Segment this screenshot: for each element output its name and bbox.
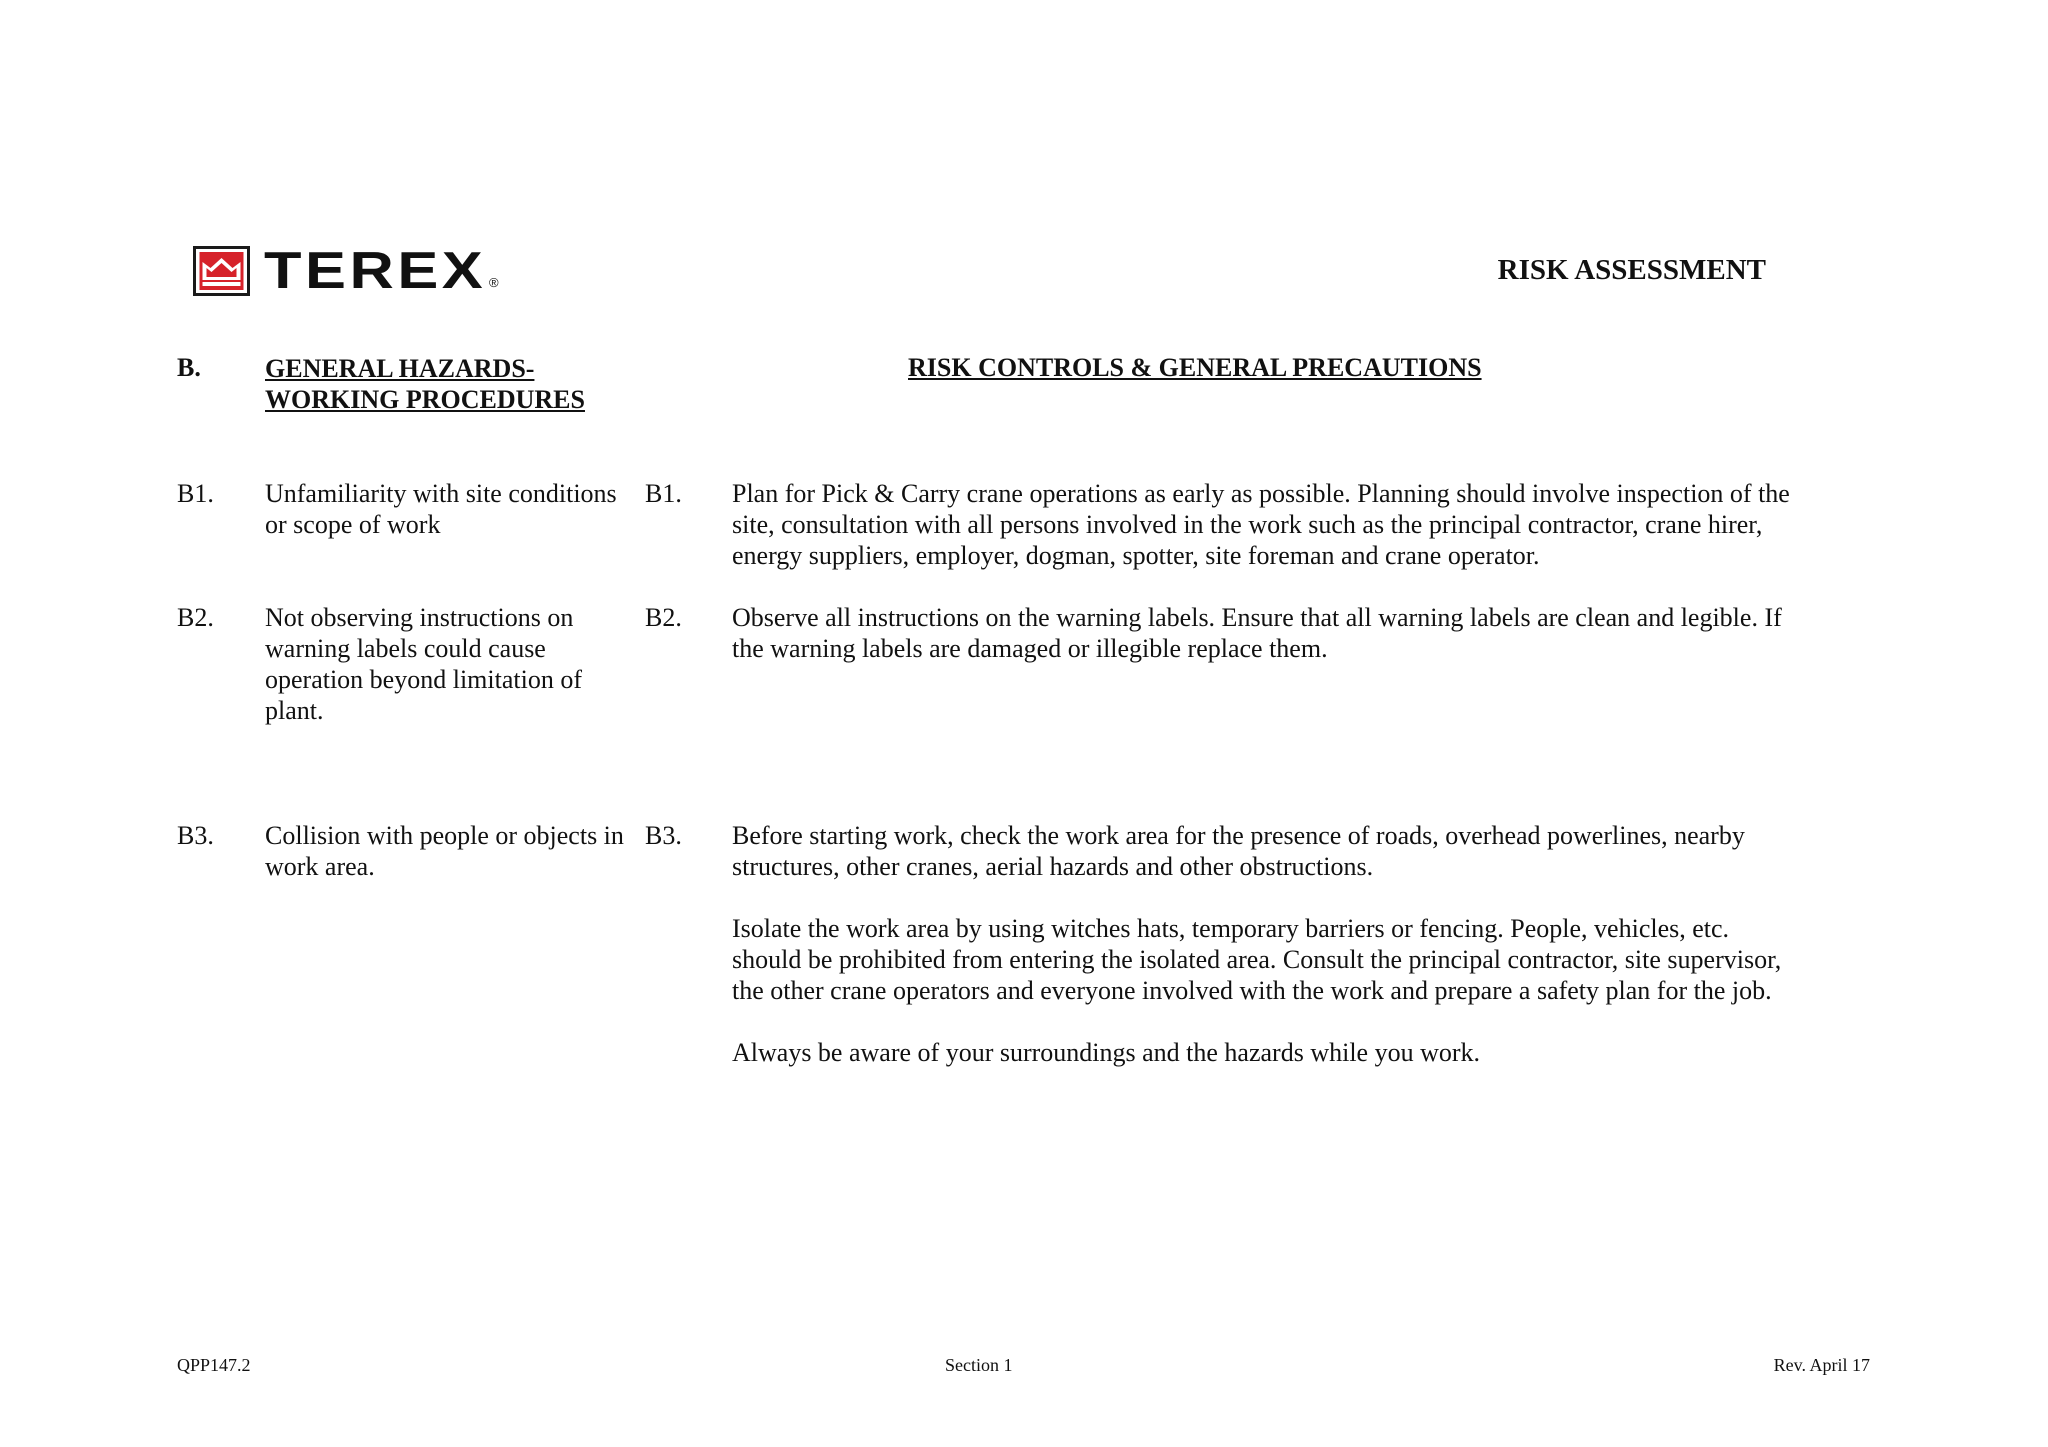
hazard-code-b1: B1. <box>177 479 214 508</box>
hazard-code-b3: B3. <box>177 821 214 850</box>
footer-doc-code: QPP147.2 <box>177 1355 251 1375</box>
control-paragraph: Always be aware of your surroundings and the hazards while you work. <box>732 1038 1481 1067</box>
control-code-b1: B1. <box>645 479 682 508</box>
hazard-text-b1: Unfamiliarity with site conditions or scope of work <box>265 479 617 539</box>
control-paragraph: Observe all instructions on the warning labels. Ensure that all warning labels are clean and legible. If the warning labels are damaged or illegible replace them. <box>732 603 1782 663</box>
section-title-line-2: WORKING PROCEDURES <box>265 385 585 414</box>
control-paragraph: Isolate the work area by using witches hats, temporary barriers or fencing. People, vehicles, etc. should be prohibited from entering the isolated area. Consult the principal contractor, site supervisor, the other crane operators and everyone involved with the work and prepare a safety plan for the job. <box>732 914 1782 1005</box>
crown-logo-icon <box>193 246 250 296</box>
control-code-b2: B2. <box>645 603 682 632</box>
control-text-b2 <box>732 602 1792 664</box>
control-text-b3 <box>732 820 1792 1068</box>
hazard-text-b3: Collision with people or objects in work area. <box>265 821 624 881</box>
control-paragraph: Plan for Pick & Carry crane operations as early as possible. Planning should involve inspection of the site, consultation with all persons involved in the work such as the principal contractor, crane hirer, energy suppliers, employer, dogman, spotter, site foreman and crane operator. <box>732 479 1790 570</box>
control-code-b3: B3. <box>645 821 682 850</box>
document-title: RISK ASSESSMENT <box>1497 254 1766 286</box>
registered-mark: ® <box>489 275 499 290</box>
section-title-line-1: GENERAL HAZARDS- <box>265 354 535 383</box>
logo-wordmark: TEREX <box>264 242 487 300</box>
footer-revision: Rev. April 17 <box>1773 1355 1870 1375</box>
crown-logo-graphic <box>199 252 244 290</box>
control-text-b1 <box>732 478 1792 571</box>
footer-section: Section 1 <box>945 1355 1013 1375</box>
terex-logo <box>193 242 499 300</box>
section-letter: B. <box>177 353 201 382</box>
controls-column-title: RISK CONTROLS & GENERAL PRECAUTIONS <box>908 353 1482 382</box>
section-title <box>265 353 585 415</box>
hazard-text-b2: Not observing instructions on warning labels could cause operation beyond limitation of plant. <box>265 603 582 725</box>
hazard-code-b2: B2. <box>177 603 214 632</box>
control-paragraph: Before starting work, check the work area for the presence of roads, overhead powerlines, nearby structures, other cranes, aerial hazards and other obstructions. <box>732 821 1745 881</box>
